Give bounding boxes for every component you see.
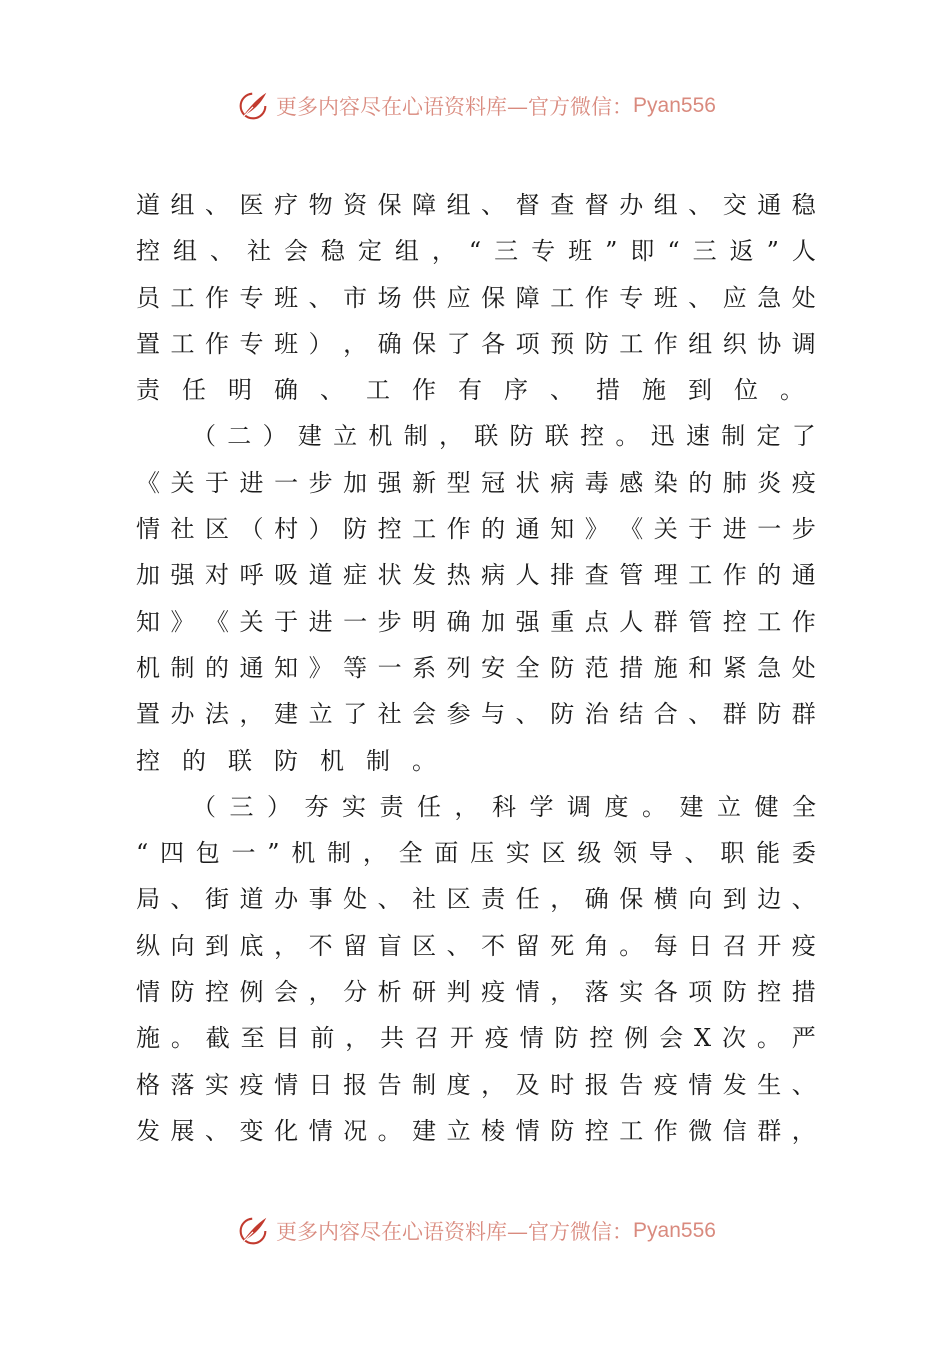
text-line: 置 办 法 ， 建 立 了 社 会 参 与 、 防 治 结 合 、 群 防 群 — [136, 700, 816, 729]
header-banner — [0, 86, 950, 126]
quill-logo-icon — [234, 87, 272, 125]
text-line: 置 工 作 专 班 ） ， 确 保 了 各 项 预 防 工 作 组 织 协 调 — [136, 329, 816, 358]
text-line: 纵 向 到 底 ， 不 留 盲 区 、 不 留 死 角 。 每 日 召 开 疫 — [136, 931, 816, 960]
text-line: 责 任 明 确 、 工 作 有 序 、 措 施 到 位 。 — [136, 376, 804, 405]
text-line: 施 。 截 至 目 前 ， 共 召 开 疫 情 防 控 例 会 X 次 。 严 — [136, 1024, 816, 1053]
text-line: 加 强 对 呼 吸 道 症 状 发 热 病 人 排 查 管 理 工 作 的 通 — [136, 561, 816, 590]
footer-banner-wechat-id: Pyan556 — [633, 1219, 716, 1242]
footer-banner — [0, 1211, 950, 1251]
text-line: 机 制 的 通 知 》 等 一 系 列 安 全 防 范 措 施 和 紧 急 处 — [136, 653, 816, 682]
text-line: 情 社 区 （ 村 ） 防 控 工 作 的 通 知 》 《 关 于 进 一 步 — [136, 515, 816, 544]
header-banner-wechat-id: Pyan556 — [633, 94, 716, 117]
text-line: 格 落 实 疫 情 日 报 告 制 度 ， 及 时 报 告 疫 情 发 生 、 — [136, 1070, 816, 1099]
text-line: 控 的 联 防 机 制 。 — [136, 746, 436, 775]
text-line: 知 》 《 关 于 进 一 步 明 确 加 强 重 点 人 群 管 控 工 作 — [136, 607, 816, 636]
text-line: （ 三 ） 夯 实 责 任 ， 科 学 调 度 。 建 立 健 全 — [192, 792, 816, 821]
text-line: 情 防 控 例 会 ， 分 析 研 判 疫 情 ， 落 实 各 项 防 控 措 — [136, 978, 816, 1007]
text-line: 控 组 、 社 会 稳 定 组 ， “ 三 专 班 ” 即 “ 三 返 ” 人 — [136, 237, 816, 266]
text-line: 《 关 于 进 一 步 加 强 新 型 冠 状 病 毒 感 染 的 肺 炎 疫 — [136, 468, 816, 497]
text-line: 发 展 、 变 化 情 况 。 建 立 棱 情 防 控 工 作 微 信 群 ， — [136, 1116, 816, 1145]
text-line: 道 组 、 医 疗 物 资 保 障 组 、 督 查 督 办 组 、 交 通 稳 — [136, 191, 816, 219]
text-line: “ 四 包 一 ” 机 制 ， 全 面 压 实 区 级 领 导 、 职 能 委 — [136, 839, 816, 868]
quill-logo-icon — [234, 1212, 272, 1250]
header-banner-text: 更多内容尽在心语资料库—官方微信： — [276, 95, 634, 119]
footer-banner-text: 更多内容尽在心语资料库—官方微信： — [276, 1220, 634, 1244]
text-line: 员 工 作 专 班 、 市 场 供 应 保 障 工 作 专 班 、 应 急 处 — [136, 283, 816, 312]
document-body — [136, 182, 816, 1154]
text-line: 局 、 街 道 办 事 处 、 社 区 责 任 ， 确 保 横 向 到 边 、 — [136, 885, 816, 914]
text-line: （ 二 ） 建 立 机 制 ， 联 防 联 控 。 迅 速 制 定 了 — [192, 422, 816, 451]
